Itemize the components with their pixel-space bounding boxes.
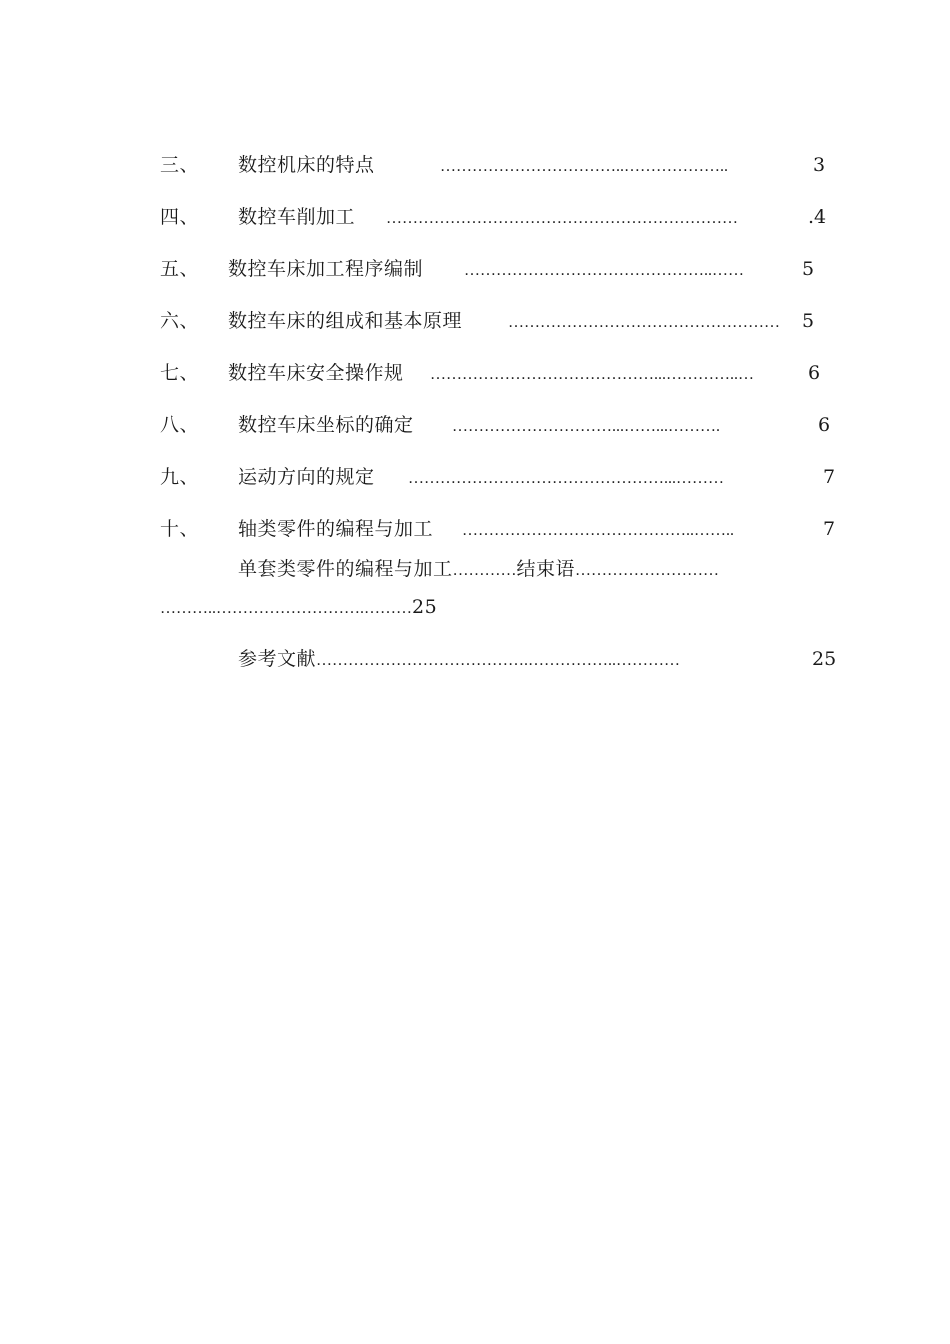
toc-page-number: 6 — [808, 362, 821, 384]
toc-title: 数控车床安全操作规 — [228, 362, 404, 384]
toc-entry — [160, 517, 199, 541]
toc-page-number: 6 — [818, 414, 831, 436]
toc-entry — [160, 309, 199, 333]
toc-page-number: 5 — [802, 258, 815, 280]
toc-entry — [160, 153, 199, 177]
toc-title: 单套类零件的编程与加工 — [238, 558, 453, 580]
toc-numeral: 五、 — [160, 258, 200, 280]
toc-title: 参考文献 — [238, 648, 317, 670]
toc-entry-text — [238, 465, 375, 489]
toc-entry — [160, 465, 199, 489]
toc-numeral: 四、 — [160, 206, 200, 228]
toc-entry — [160, 361, 199, 385]
toc-leader: ……………………………..……………….. — [440, 158, 728, 175]
toc-numeral: 十、 — [160, 518, 200, 540]
toc-title: 数控车床的组成和基本原理 — [228, 310, 463, 332]
toc-page-number: .4 — [808, 206, 827, 228]
toc-leader: ……………………………………...…………..… — [430, 366, 754, 383]
toc-title: 运动方向的规定 — [238, 466, 375, 488]
toc-title: 数控车床加工程序编制 — [228, 258, 424, 280]
toc-leader: ………..……………………….……… — [160, 600, 412, 617]
toc-entry-text — [228, 309, 462, 333]
toc-numeral: 七、 — [160, 362, 200, 384]
toc-title: 轴类零件的编程与加工 — [238, 518, 434, 540]
toc-numeral: 六、 — [160, 310, 200, 332]
toc-page-number: 25 — [812, 648, 837, 670]
toc-entry-text — [228, 257, 423, 281]
toc-leader: ………… — [452, 562, 517, 579]
toc-title: 数控车削加工 — [238, 206, 356, 228]
toc-leader: …………………………………………… — [508, 314, 780, 331]
toc-entry — [160, 205, 199, 229]
toc-entry — [160, 257, 199, 281]
toc-numeral: 八、 — [160, 414, 200, 436]
toc-entry-text — [228, 361, 404, 385]
toc-entry — [160, 413, 199, 437]
toc-entry-text — [238, 153, 375, 177]
toc-leader: ……………………………………..…….. — [462, 522, 734, 539]
toc-page-number: 7 — [823, 466, 836, 488]
toc-numeral: 三、 — [160, 154, 200, 176]
toc-numeral: 九、 — [160, 466, 200, 488]
toc-entry-continuation — [160, 595, 437, 621]
toc-entry-text — [238, 205, 355, 229]
toc-title-secondary: 结束语 — [516, 558, 576, 580]
toc-entry-text — [238, 413, 414, 437]
toc-leader: ………………………………………………………… — [386, 210, 738, 227]
toc-entry-text — [238, 517, 433, 541]
toc-leader: …………………………...……...………. — [452, 418, 720, 435]
toc-entry-references — [238, 647, 680, 673]
toc-page-number: 25 — [412, 596, 438, 618]
toc-leader: ………………………………………..…… — [464, 262, 744, 279]
toc-title: 数控车床坐标的确定 — [238, 414, 414, 436]
toc-leader: …………………………………………...……… — [408, 470, 724, 487]
toc-leader: ……………………… — [575, 562, 720, 579]
toc-page-number: 3 — [813, 154, 826, 176]
toc-page-number: 7 — [823, 518, 836, 540]
toc-title: 数控机床的特点 — [238, 154, 375, 176]
toc-entry-wrapped — [238, 557, 719, 583]
toc-leader: ………………………………….……………..………… — [316, 652, 681, 669]
toc-page-number: 5 — [802, 310, 815, 332]
